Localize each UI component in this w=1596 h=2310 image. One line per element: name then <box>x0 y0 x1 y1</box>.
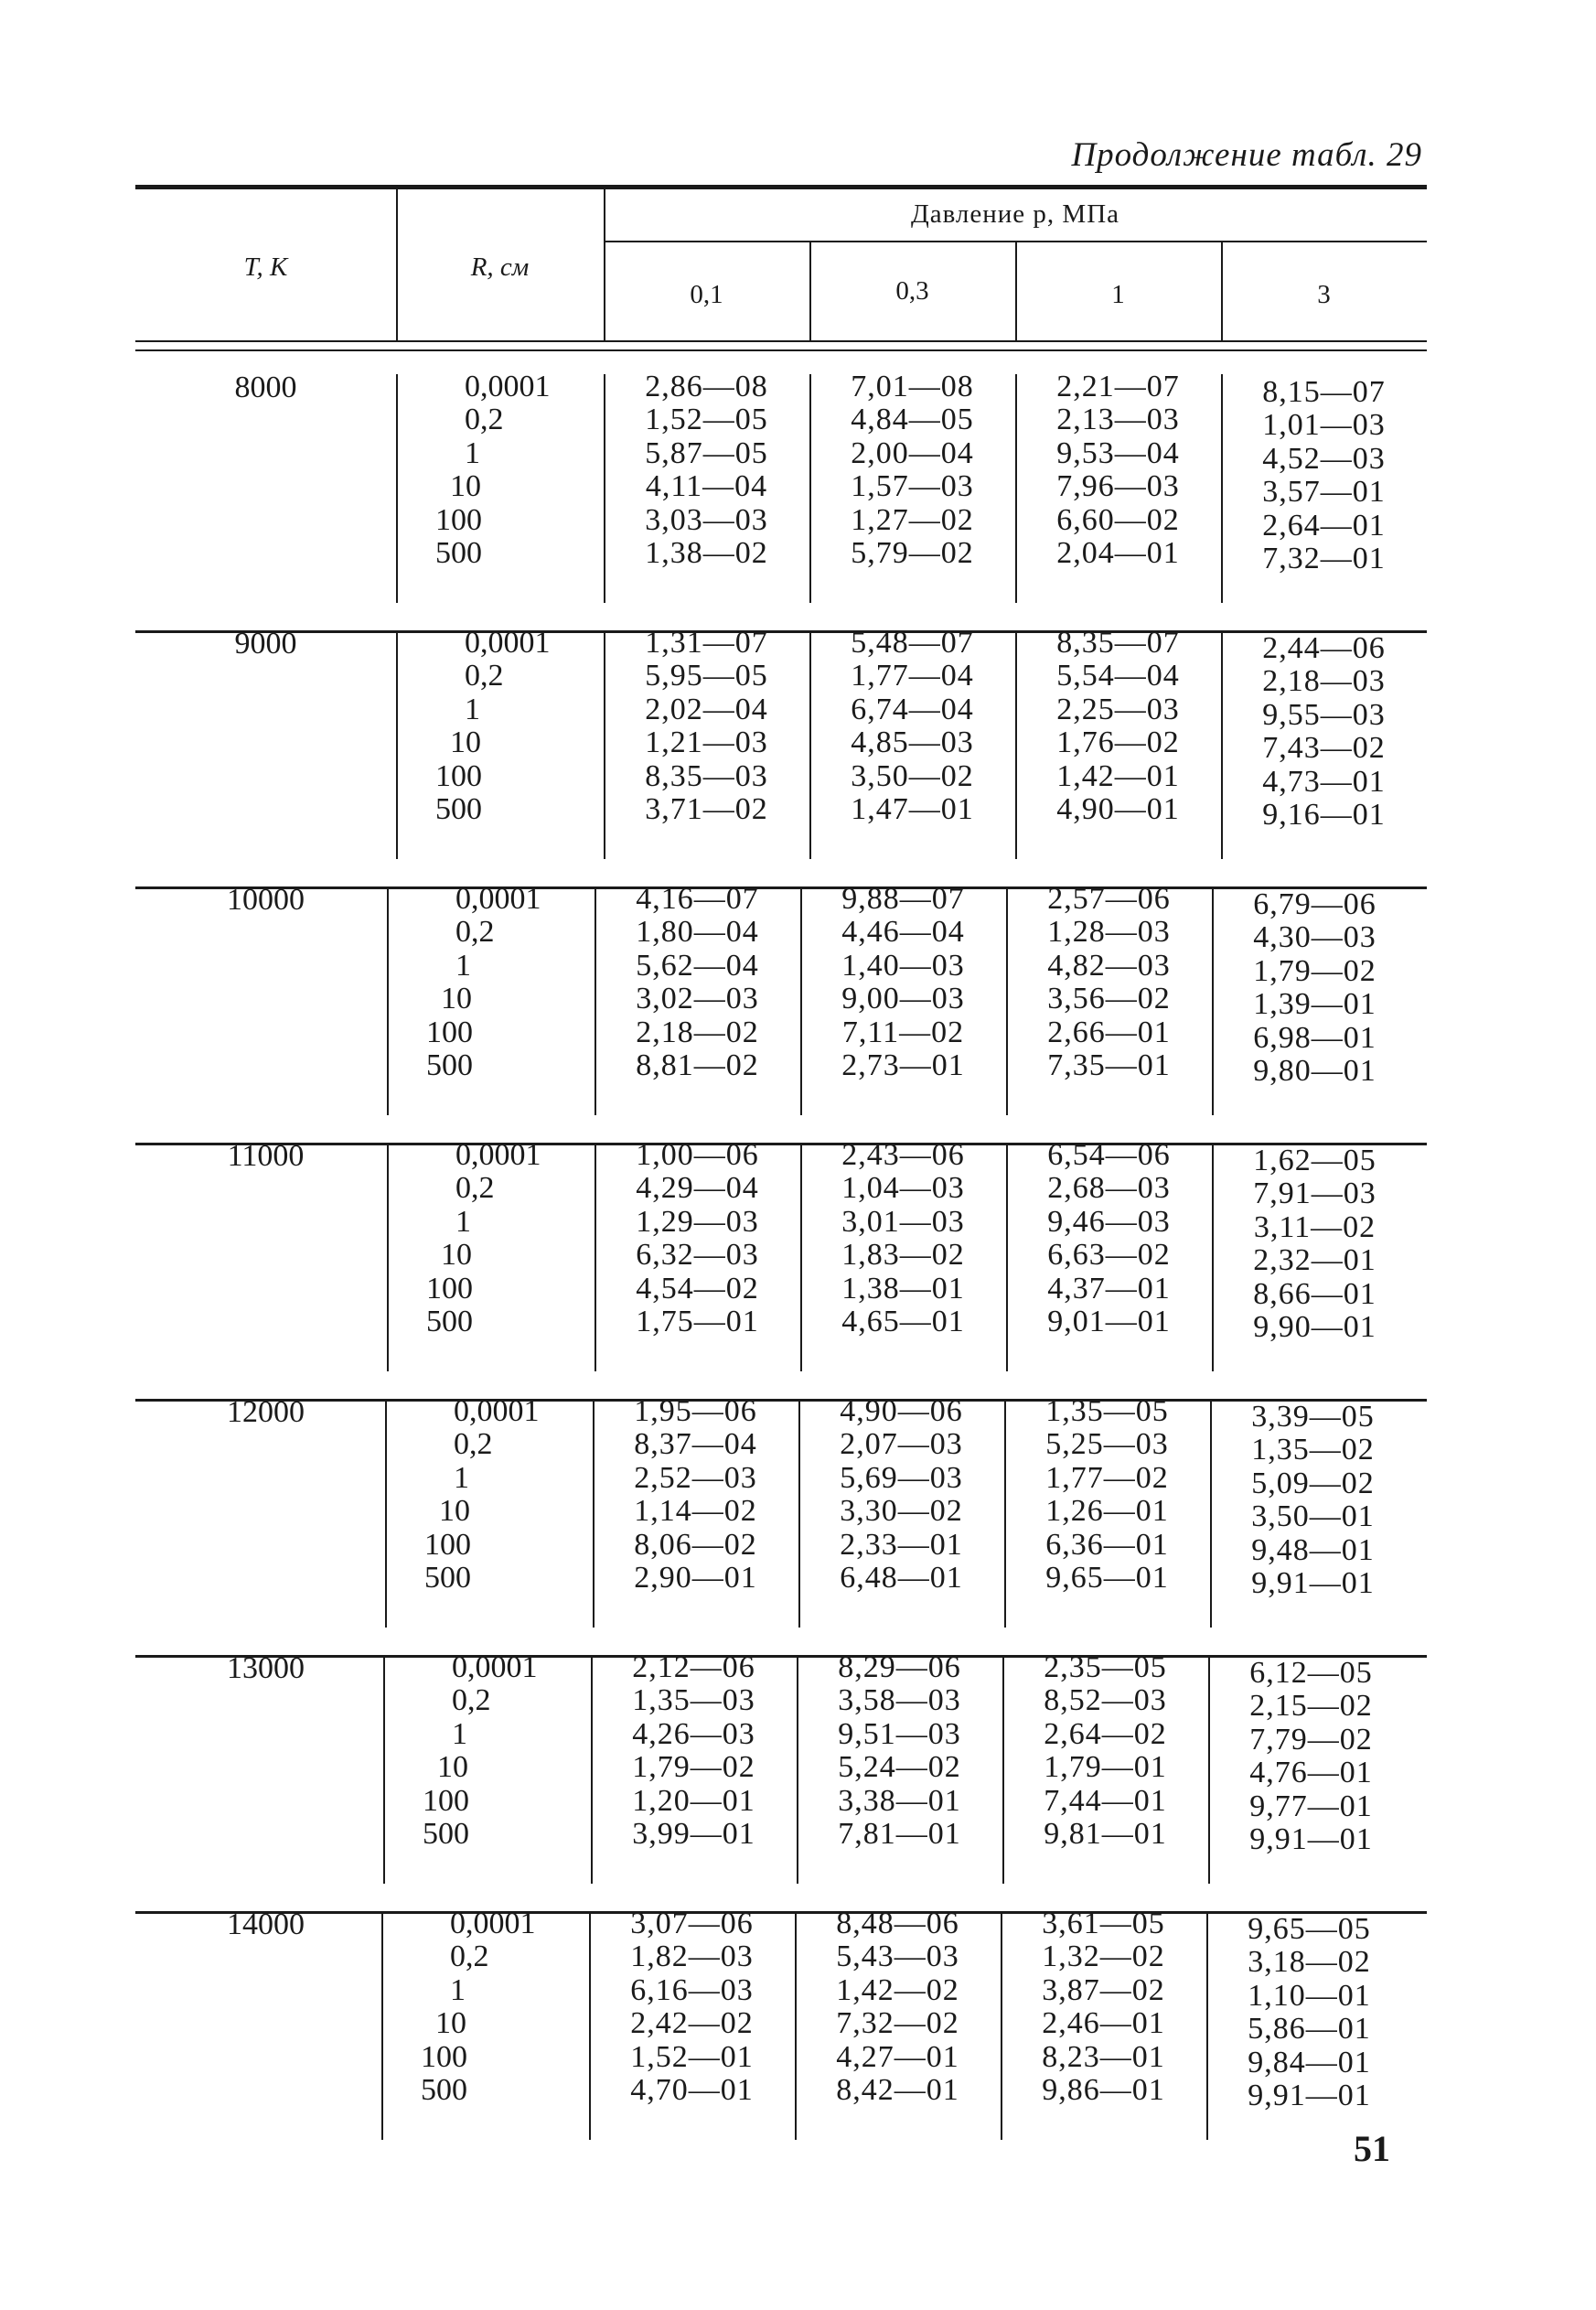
table-cell: 8,66—01 <box>1253 1276 1376 1311</box>
table-cell: 2,21—07 <box>1056 370 1180 403</box>
table-cell: 1,77—04 <box>851 659 974 693</box>
table-cell: 6,48—01 <box>840 1560 963 1595</box>
table-cell: 3,87—02 <box>1042 1972 1165 2007</box>
table-cell: 1,32—02 <box>1042 1939 1165 1974</box>
table-cell: 1,77—02 <box>1045 1460 1169 1495</box>
radius-value: 0,0001 <box>455 1138 541 1172</box>
temperature-cell: 14000 <box>227 1907 305 1941</box>
pressure-column-2 <box>808 1395 995 1595</box>
column-divider <box>1206 1911 1208 2140</box>
column-divider <box>809 374 811 603</box>
table-cell: 3,07—06 <box>630 1907 754 1940</box>
table-cell: 2,00—04 <box>851 435 974 470</box>
radius-value: 10 <box>450 469 481 504</box>
table-cell: 2,02—04 <box>645 692 768 726</box>
table-cell: 1,10—01 <box>1248 1978 1371 2013</box>
table-cell: 4,11—04 <box>645 469 768 504</box>
table-cell: 3,58—03 <box>838 1683 961 1718</box>
table-cell: 6,16—03 <box>630 1972 754 2007</box>
table-cell: 2,13—03 <box>1056 403 1180 437</box>
pressure-column-4 <box>1230 376 1418 575</box>
radius-value: 1 <box>465 435 480 470</box>
table-cell: 2,46—01 <box>1042 2006 1165 2041</box>
table-cell: 2,35—05 <box>1044 1650 1167 1684</box>
table-cell: 6,63—02 <box>1047 1238 1171 1273</box>
pressure-column-2 <box>809 883 997 1082</box>
table-cell: 7,32—02 <box>836 2006 959 2041</box>
table-cell: 7,35—01 <box>1047 1048 1171 1082</box>
table-cell: 2,57—06 <box>1047 882 1171 916</box>
column-divider <box>589 1911 591 2140</box>
table-cell: 6,98—01 <box>1253 1020 1376 1055</box>
table-cell: 2,42—02 <box>630 2006 754 2041</box>
table-cell: 7,01—08 <box>851 370 974 403</box>
table-cell: 4,90—06 <box>840 1394 963 1428</box>
table-cell: 9,91—01 <box>1249 1821 1373 1856</box>
table-cell: 8,48—06 <box>836 1907 959 1940</box>
table-cell: 1,27—02 <box>851 502 974 537</box>
table-cell: 5,24—02 <box>838 1750 961 1785</box>
radius-value: 10 <box>441 982 472 1016</box>
table-cell: 2,18—03 <box>1262 664 1386 699</box>
table-cell: 3,01—03 <box>841 1204 965 1239</box>
table-cell: 5,09—02 <box>1251 1466 1375 1500</box>
table-cell: 4,82—03 <box>1047 948 1171 983</box>
radius-value: 1 <box>454 1460 469 1495</box>
table-cell: 4,27—01 <box>836 2039 959 2074</box>
table-cell: 4,26—03 <box>632 1716 755 1751</box>
table-cell: 1,39—01 <box>1253 987 1376 1022</box>
table-cell: 5,87—05 <box>645 435 768 470</box>
table-cell: 1,52—05 <box>645 403 768 437</box>
table-cell: 1,35—05 <box>1045 1394 1169 1428</box>
table-cell: 1,82—03 <box>630 1939 754 1974</box>
header-pressure-4: 3 <box>1317 280 1331 309</box>
table-cell: 1,79—02 <box>632 1750 755 1785</box>
table-cell: 1,79—01 <box>1044 1750 1167 1785</box>
table-cell: 2,04—01 <box>1056 535 1180 570</box>
table-cell: 2,07—03 <box>840 1427 963 1462</box>
column-divider <box>396 630 398 859</box>
table-cell: 7,96—03 <box>1056 469 1180 504</box>
table-cell: 2,15—02 <box>1249 1689 1373 1724</box>
column-divider <box>797 1655 798 1884</box>
header-temperature: T, K <box>243 252 288 282</box>
radius-value: 0,2 <box>465 659 504 693</box>
temperature-cell: 11000 <box>227 1139 305 1173</box>
table-cell: 9,48—01 <box>1251 1532 1375 1567</box>
table-cell: 5,79—02 <box>851 535 974 570</box>
column-divider <box>800 886 802 1115</box>
radius-value: 0,0001 <box>465 370 551 403</box>
header-pressure-1: 0,1 <box>690 280 723 309</box>
table-cell: 1,31—07 <box>645 626 768 660</box>
table-cell: 9,65—05 <box>1248 1912 1371 1946</box>
radius-value: 100 <box>426 1271 473 1305</box>
page-number: 51 <box>1354 2128 1390 2169</box>
header-top-rule <box>135 185 1427 189</box>
table-cell: 6,74—04 <box>851 692 974 726</box>
pressure-column-4 <box>1216 1913 1403 2112</box>
column-divider <box>594 1143 596 1371</box>
table-cell: 2,12—06 <box>632 1650 755 1684</box>
column-divider <box>387 886 389 1115</box>
table-cell: 1,75—01 <box>636 1304 759 1338</box>
table-cell: 1,42—02 <box>836 1972 959 2007</box>
table-cell: 1,26—01 <box>1045 1494 1169 1529</box>
table-cell: 5,25—03 <box>1045 1427 1169 1462</box>
table-cell: 9,01—01 <box>1047 1304 1171 1338</box>
radius-value: 10 <box>450 725 481 760</box>
table-cell: 8,42—01 <box>836 2072 959 2107</box>
temperature-cell: 13000 <box>227 1651 305 1685</box>
radius-value: 500 <box>421 2072 467 2107</box>
temperature-cell: 9000 <box>234 627 297 661</box>
column-divider <box>800 1143 802 1371</box>
column-divider <box>381 1911 383 2140</box>
table-cell: 1,80—04 <box>636 915 759 950</box>
table-cell: 2,90—01 <box>634 1560 757 1595</box>
table-cell: 7,43—02 <box>1262 731 1386 766</box>
table-cell: 2,18—02 <box>636 1015 759 1049</box>
radius-value: 500 <box>435 791 482 826</box>
column-divider <box>1001 1911 1002 2140</box>
table-cell: 6,79—06 <box>1253 887 1376 921</box>
table-cell: 8,23—01 <box>1042 2039 1165 2074</box>
table-cell: 7,32—01 <box>1262 541 1386 575</box>
table-cell: 3,50—01 <box>1251 1499 1375 1534</box>
table-cell: 5,62—04 <box>636 948 759 983</box>
table-cell: 6,32—03 <box>636 1238 759 1273</box>
table-cell: 6,36—01 <box>1045 1527 1169 1562</box>
table-cell: 7,91—03 <box>1253 1176 1376 1211</box>
table-cell: 9,46—03 <box>1047 1204 1171 1239</box>
radius-value: 0,2 <box>455 915 495 950</box>
header-bottom-rule-1 <box>135 340 1427 342</box>
pressure-column-2 <box>806 1651 993 1851</box>
table-cell: 1,52—01 <box>630 2039 754 2074</box>
column-divider <box>385 1399 387 1628</box>
table-cell: 9,16—01 <box>1262 797 1386 832</box>
table-cell: 3,99—01 <box>632 1816 755 1851</box>
radius-value: 1 <box>465 692 480 726</box>
table-cell: 4,73—01 <box>1262 764 1386 799</box>
column-divider <box>604 630 605 859</box>
column-divider <box>591 1655 593 1884</box>
table-cell: 9,81—01 <box>1044 1816 1167 1851</box>
table-cell: 8,37—04 <box>634 1427 757 1462</box>
table-cell: 1,79—02 <box>1253 953 1376 988</box>
table-cell: 4,85—03 <box>851 725 974 760</box>
table-cell: 2,66—01 <box>1047 1015 1171 1049</box>
radius-value: 500 <box>424 1560 471 1595</box>
pressure-column-3 <box>1015 883 1203 1082</box>
table-cell: 4,37—01 <box>1047 1271 1171 1305</box>
radius-value: 500 <box>423 1816 469 1851</box>
table-cell: 1,01—03 <box>1262 408 1386 443</box>
pressure-column-2 <box>819 627 1006 826</box>
radius-value: 0,0001 <box>452 1650 538 1684</box>
header-radius: R, см <box>470 252 530 282</box>
table-cell: 8,06—02 <box>634 1527 757 1562</box>
table-cell: 4,46—04 <box>841 915 965 950</box>
pressure-column-1 <box>613 371 800 570</box>
header-pressure-3: 1 <box>1111 280 1125 309</box>
radius-list <box>423 1139 541 1338</box>
table-cell: 2,86—08 <box>645 370 768 403</box>
pressure-column-2 <box>819 371 1006 570</box>
table-cell: 2,73—01 <box>841 1048 965 1082</box>
table-cell: 4,65—01 <box>841 1304 965 1338</box>
header-pressure-2: 0,3 <box>895 276 929 306</box>
radius-value: 10 <box>435 2006 466 2041</box>
pressure-column-4 <box>1230 632 1418 832</box>
table-cell: 5,48—07 <box>851 626 974 660</box>
table-cell: 3,71—02 <box>645 791 768 826</box>
table-cell: 2,64—01 <box>1262 508 1386 543</box>
table-cell: 1,38—02 <box>645 535 768 570</box>
table-cell: 9,65—01 <box>1045 1560 1169 1595</box>
table-cell: 2,68—03 <box>1047 1171 1171 1206</box>
table-cell: 1,57—03 <box>851 469 974 504</box>
table-cell: 3,38—01 <box>838 1783 961 1818</box>
pressure-column-4 <box>1219 1401 1407 1600</box>
radius-value: 500 <box>426 1304 473 1338</box>
table-cell: 9,00—03 <box>841 982 965 1016</box>
table-cell: 4,29—04 <box>636 1171 759 1206</box>
radius-value: 100 <box>435 758 482 793</box>
table-cell: 9,86—01 <box>1042 2072 1165 2107</box>
table-cell: 7,11—02 <box>841 1015 965 1049</box>
table-cell: 7,79—02 <box>1249 1722 1373 1757</box>
radius-list <box>419 1651 538 1851</box>
table-cell: 9,91—01 <box>1248 2078 1371 2112</box>
pressure-column-2 <box>809 1139 997 1338</box>
column-divider <box>1212 886 1214 1115</box>
table-cell: 1,42—01 <box>1056 758 1180 793</box>
radius-value: 0,2 <box>450 1939 489 1974</box>
table-cell: 1,14—02 <box>634 1494 757 1529</box>
table-cell: 8,52—03 <box>1044 1683 1167 1718</box>
table-cell: 9,84—01 <box>1248 2045 1371 2079</box>
table-cell: 1,21—03 <box>645 725 768 760</box>
table-cell: 9,77—01 <box>1249 1789 1373 1823</box>
table-cell: 1,38—01 <box>841 1271 965 1305</box>
column-divider <box>593 1399 594 1628</box>
radius-value: 500 <box>435 535 482 570</box>
table-cell: 2,25—03 <box>1056 692 1180 726</box>
table-caption: Продолжение табл. 29 <box>1071 136 1422 174</box>
table-cell: 9,88—07 <box>841 882 965 916</box>
table-cell: 1,00—06 <box>636 1138 759 1172</box>
table-cell: 9,90—01 <box>1253 1309 1376 1344</box>
radius-list <box>421 1395 540 1595</box>
table-cell: 4,16—07 <box>636 882 759 916</box>
pressure-column-3 <box>1013 1395 1201 1595</box>
header-pressure: Давление p, МПа <box>910 199 1120 229</box>
table-cell: 1,35—02 <box>1251 1433 1375 1467</box>
radius-value: 0,0001 <box>455 882 541 916</box>
pressure-column-1 <box>602 1395 789 1595</box>
pressure-column-3 <box>1024 627 1212 826</box>
table-cell: 4,76—01 <box>1249 1756 1373 1790</box>
table-cell: 6,60—02 <box>1056 502 1180 537</box>
column-divider <box>1002 1655 1004 1884</box>
header-bottom-rule-2 <box>135 349 1427 351</box>
table-cell: 4,52—03 <box>1262 441 1386 476</box>
table-cell: 9,55—03 <box>1262 697 1386 732</box>
table-cell: 9,80—01 <box>1253 1053 1376 1088</box>
radius-list <box>432 627 551 826</box>
table-cell: 4,30—03 <box>1253 920 1376 955</box>
pressure-column-3 <box>1015 1139 1203 1338</box>
table-cell: 1,47—01 <box>851 791 974 826</box>
column-divider <box>594 886 596 1115</box>
table-cell: 5,54—04 <box>1056 659 1180 693</box>
table-cell: 2,33—01 <box>840 1527 963 1562</box>
pressure-column-1 <box>600 1651 787 1851</box>
pressure-column-1 <box>604 1139 791 1338</box>
pressure-column-1 <box>613 627 800 826</box>
radius-value: 0,2 <box>452 1683 491 1718</box>
table-cell: 1,40—03 <box>841 948 965 983</box>
table-cell: 3,56—02 <box>1047 982 1171 1016</box>
column-divider <box>1004 1399 1006 1628</box>
table-cell: 2,52—03 <box>634 1460 757 1495</box>
column-divider <box>1015 374 1017 603</box>
pressure-column-4 <box>1221 888 1409 1088</box>
table-cell: 4,54—02 <box>636 1271 759 1305</box>
column-divider <box>1210 1399 1212 1628</box>
table-cell: 9,91—01 <box>1251 1565 1375 1600</box>
radius-value: 100 <box>421 2039 467 2074</box>
pressure-column-4 <box>1221 1144 1409 1344</box>
table-cell: 4,84—05 <box>851 403 974 437</box>
radius-value: 0,0001 <box>465 626 551 660</box>
column-divider <box>809 630 811 859</box>
table-cell: 7,44—01 <box>1044 1783 1167 1818</box>
column-divider <box>1006 1143 1008 1371</box>
table-cell: 3,61—05 <box>1042 1907 1165 1940</box>
radius-list <box>417 1907 536 2107</box>
table-cell: 5,95—05 <box>645 659 768 693</box>
column-divider <box>1208 1655 1210 1884</box>
pressure-column-3 <box>1012 1651 1199 1851</box>
table-cell: 4,70—01 <box>630 2072 754 2107</box>
radius-value: 10 <box>439 1494 470 1529</box>
radius-value: 0,0001 <box>454 1394 540 1428</box>
radius-value: 1 <box>455 948 471 983</box>
column-divider <box>1221 374 1223 603</box>
radius-list <box>423 883 541 1082</box>
table-cell: 1,76—02 <box>1056 725 1180 760</box>
radius-value: 100 <box>424 1527 471 1562</box>
radius-value: 0,2 <box>465 403 504 437</box>
table-cell: 8,81—02 <box>636 1048 759 1082</box>
column-divider <box>795 1911 797 2140</box>
column-divider <box>1212 1143 1214 1371</box>
table-cell: 4,90—01 <box>1056 791 1180 826</box>
column-divider <box>1221 630 1223 859</box>
table-cell: 8,15—07 <box>1262 375 1386 409</box>
table-cell: 1,28—03 <box>1047 915 1171 950</box>
table-cell: 1,20—01 <box>632 1783 755 1818</box>
table-cell: 6,54—06 <box>1047 1138 1171 1172</box>
pressure-column-1 <box>604 883 791 1082</box>
pressure-column-2 <box>804 1907 991 2107</box>
radius-value: 0,0001 <box>450 1907 536 1940</box>
table-cell: 8,35—07 <box>1056 626 1180 660</box>
table-cell: 9,51—03 <box>838 1716 961 1751</box>
table-cell: 3,30—02 <box>840 1494 963 1529</box>
pressure-column-4 <box>1217 1657 1405 1856</box>
radius-value: 1 <box>452 1716 467 1751</box>
table-cell: 9,53—04 <box>1056 435 1180 470</box>
table-cell: 2,64—02 <box>1044 1716 1167 1751</box>
table-cell: 2,43—06 <box>841 1138 965 1172</box>
table-cell: 5,69—03 <box>840 1460 963 1495</box>
temperature-cell: 10000 <box>227 883 305 917</box>
radius-value: 10 <box>441 1238 472 1273</box>
column-divider <box>383 1655 385 1884</box>
table-cell: 3,39—05 <box>1251 1400 1375 1434</box>
radius-value: 0,2 <box>455 1171 495 1206</box>
pressure-column-1 <box>598 1907 786 2107</box>
column-divider <box>396 374 398 603</box>
table-cell: 5,43—03 <box>836 1939 959 1974</box>
radius-value: 100 <box>426 1015 473 1049</box>
table-cell: 3,02—03 <box>636 982 759 1016</box>
radius-value: 1 <box>455 1204 471 1239</box>
temperature-cell: 12000 <box>227 1395 305 1429</box>
table-cell: 1,35—03 <box>632 1683 755 1718</box>
table-cell: 3,18—02 <box>1248 1945 1371 1980</box>
radius-list <box>432 371 551 570</box>
pressure-column-3 <box>1010 1907 1197 2107</box>
table-cell: 5,86—01 <box>1248 2012 1371 2047</box>
radius-value: 1 <box>450 1972 466 2007</box>
table-cell: 3,57—01 <box>1262 475 1386 510</box>
radius-value: 0,2 <box>454 1427 493 1462</box>
table-cell: 1,95—06 <box>634 1394 757 1428</box>
table-cell: 7,81—01 <box>838 1816 961 1851</box>
radius-value: 100 <box>435 502 482 537</box>
radius-value: 500 <box>426 1048 473 1082</box>
column-divider <box>798 1399 800 1628</box>
table-cell: 1,04—03 <box>841 1171 965 1206</box>
radius-value: 10 <box>437 1750 468 1785</box>
table-cell: 3,03—03 <box>645 502 768 537</box>
table-cell: 1,83—02 <box>841 1238 965 1273</box>
table-cell: 2,44—06 <box>1262 631 1386 665</box>
temperature-cell: 8000 <box>234 371 297 404</box>
table-cell: 1,29—03 <box>636 1204 759 1239</box>
table-cell: 8,35—03 <box>645 758 768 793</box>
table-cell: 6,12—05 <box>1249 1656 1373 1690</box>
column-divider <box>604 374 605 603</box>
table-cell: 3,50—02 <box>851 758 974 793</box>
table-cell: 3,11—02 <box>1253 1209 1376 1244</box>
table-cell: 8,29—06 <box>838 1650 961 1684</box>
table-cell: 1,62—05 <box>1253 1144 1376 1177</box>
pressure-column-3 <box>1024 371 1212 570</box>
column-divider <box>1015 630 1017 859</box>
column-divider <box>1006 886 1008 1115</box>
radius-value: 100 <box>423 1783 469 1818</box>
column-divider <box>387 1143 389 1371</box>
table-cell: 2,32—01 <box>1253 1243 1376 1278</box>
